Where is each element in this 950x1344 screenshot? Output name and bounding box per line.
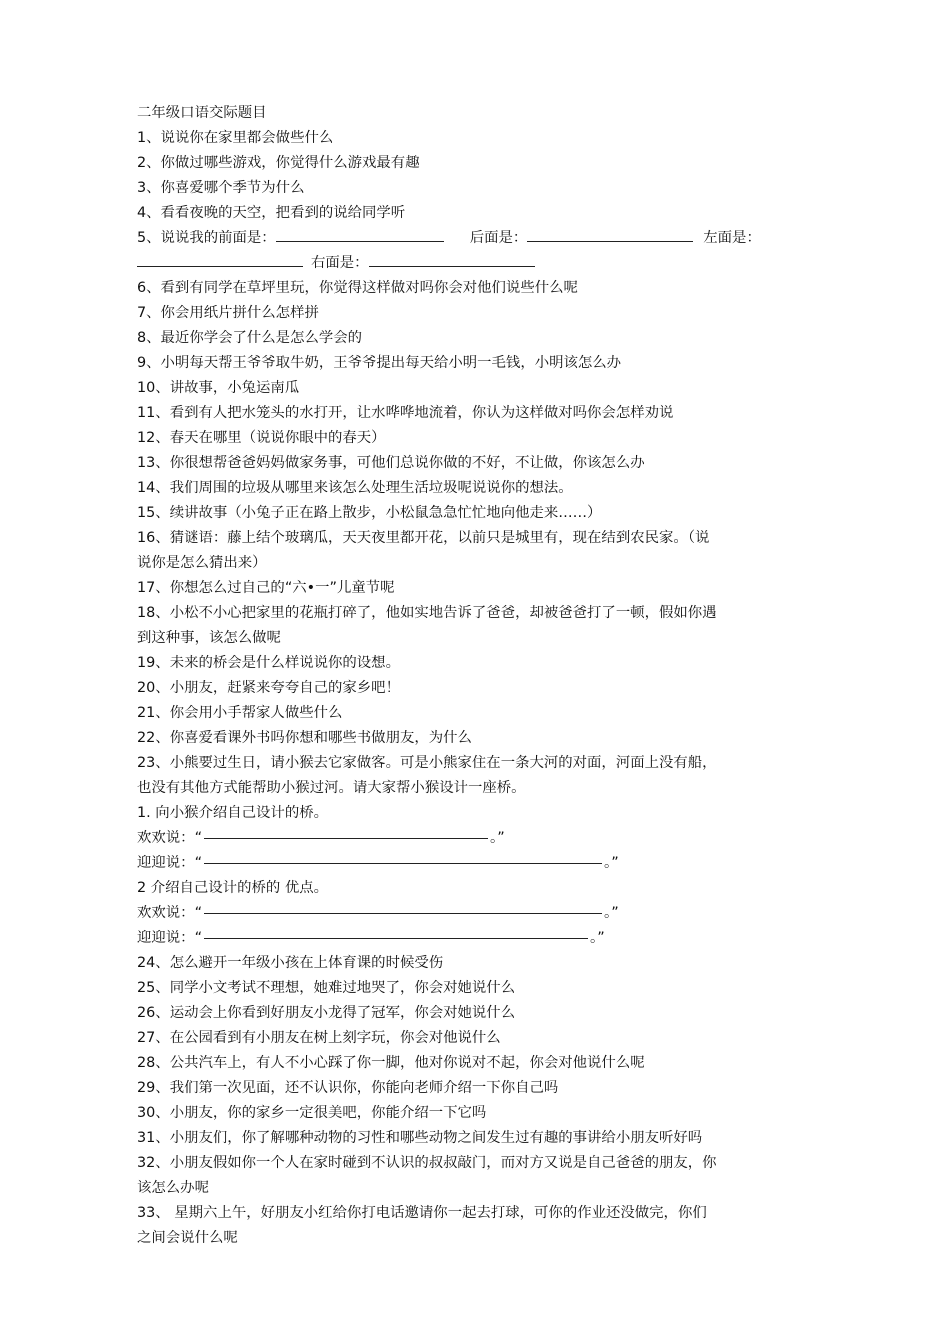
question-10: 10、讲故事，小兔运南瓜 [137,380,300,396]
question-12: 12、春天在哪里（说说你眼中的春天） [137,430,386,446]
q5-front-blank[interactable] [276,229,444,242]
question-6: 6、看到有同学在草坪里玩，你觉得这样做对吗你会对他们说些什么呢 [137,280,578,296]
q23-part2: 2 介绍自己设计的桥的 优点。 [137,880,328,896]
open-quote: “ [194,905,203,921]
question-15: 15、续讲故事（小兔子正在路上散步，小松鼠急急忙忙地向他走来……） [137,505,602,521]
question-24: 24、怎么避开一年级小孩在上体育课的时候受伤 [137,955,444,971]
question-23-cont: 也没有其他方式能帮助小猴过河。请大家帮小猴设计一座桥。 [137,780,526,796]
q5-back-blank[interactable] [527,229,693,242]
question-28: 28、公共汽车上，有人不小心踩了你一脚，他对你说对不起，你会对他说什么呢 [137,1055,645,1071]
q5-back-label: 后面是： [469,230,528,246]
question-32-cont: 该怎么办呢 [137,1180,209,1196]
question-18: 18、小松不小心把家里的花瓶打碎了，他如实地告诉了爸爸，却被爸爸打了一顿，假如你遇 [137,605,717,621]
answer-line[interactable] [204,913,602,914]
answer-line[interactable] [204,938,588,939]
question-30: 30、小朋友，你的家乡一定很美吧，你能介绍一下它吗 [137,1105,487,1121]
q23-ying-line-2 [137,929,817,947]
huan-label: 欢欢说： [137,830,195,846]
q23-part1: 1. 向小猴介绍自己设计的桥。 [137,805,328,821]
q5-right-label: 右面是： [311,255,369,271]
q5-prefix: 5、说说我的前面是： [137,230,276,246]
question-4: 4、看看夜晚的天空，把看到的说给同学听 [137,205,406,221]
close-quote: 。” [604,905,619,921]
q23-huan-line-2 [137,904,817,922]
question-23: 23、小熊要过生日，请小猴去它家做客。可是小熊家住在一条大河的对面，河面上没有船， [137,755,717,771]
question-2: 2、你做过哪些游戏，你觉得什么游戏最有趣 [137,155,420,171]
question-8: 8、最近你学会了什么是怎么学会的 [137,330,363,346]
answer-line[interactable] [204,863,602,864]
huan-label: 欢欢说： [137,905,195,921]
question-32: 32、小朋友假如你一个人在家时碰到不认识的叔叔敲门，而对方又说是自己爸爸的朋友，你 [137,1155,717,1171]
close-quote: 。” [604,855,619,871]
question-21: 21、你会用小手帮家人做些什么 [137,705,343,721]
q5-left-label: 左面是： [703,230,761,246]
question-20: 20、小朋友，赶紧来夸夸自己的家乡吧！ [137,680,400,696]
question-5 [137,229,817,247]
question-29: 29、我们第一次见面，还不认识你，你能向老师介绍一下你自己吗 [137,1080,559,1096]
question-7: 7、你会用纸片拼什么怎样拼 [137,305,319,321]
question-33-cont: 之间会说什么呢 [137,1230,238,1246]
ying-label: 迎迎说： [137,930,195,946]
question-3: 3、你喜爱哪个季节为什么 [137,180,305,196]
q23-huan-line-1 [137,829,817,847]
question-9: 9、小明每天帮王爷爷取牛奶，王爷爷提出每天给小明一毛钱，小明该怎么办 [137,355,622,371]
question-25: 25、同学小文考试不理想，她难过地哭了，你会对她说什么 [137,980,516,996]
question-17: 17、你想怎么过自己的“六•一”儿童节呢 [137,580,395,596]
q5-left-blank[interactable] [137,254,303,267]
open-quote: “ [194,930,203,946]
ying-label: 迎迎说： [137,855,195,871]
question-33: 33、 星期六上午，好朋友小红给你打电话邀请你一起去打球，可你的作业还没做完，你们 [137,1205,707,1221]
question-14: 14、我们周围的垃圾从哪里来该怎么处理生活垃圾呢说说你的想法。 [137,480,573,496]
question-1: 1、说说你在家里都会做些什么 [137,130,334,146]
question-26: 26、运动会上你看到好朋友小龙得了冠军，你会对她说什么 [137,1005,516,1021]
close-quote: 。” [590,930,605,946]
question-16-cont: 说你是怎么猜出来） [137,555,267,571]
question-22: 22、你喜爱看课外书吗你想和哪些书做朋友，为什么 [137,730,472,746]
q5-right-blank[interactable] [369,254,535,267]
open-quote: “ [194,830,203,846]
answer-line[interactable] [204,838,488,839]
close-quote: 。” [490,830,505,846]
question-19: 19、未来的桥会是什么样说说你的设想。 [137,655,400,671]
open-quote: “ [194,855,203,871]
document-title: 二年级口语交际题目 [137,105,267,121]
question-13: 13、你很想帮爸爸妈妈做家务事，可他们总说你做的不好，不让做，你该怎么办 [137,455,645,471]
question-31: 31、小朋友们，你了解哪种动物的习性和哪些动物之间发生过有趣的事讲给小朋友听好吗 [137,1130,703,1146]
q23-ying-line-1 [137,854,817,872]
question-5-cont [137,254,817,272]
question-11: 11、看到有人把水笼头的水打开，让水哗哗地流着，你认为这样做对吗你会怎样劝说 [137,405,674,421]
question-16: 16、猜谜语：藤上结个玻璃瓜，天天夜里都开花，以前只是城里有，现在结到农民家。（说 [137,530,710,546]
question-18-cont: 到这种事，该怎么做呢 [137,630,281,646]
question-27: 27、在公园看到有小朋友在树上刻字玩，你会对他说什么 [137,1030,501,1046]
